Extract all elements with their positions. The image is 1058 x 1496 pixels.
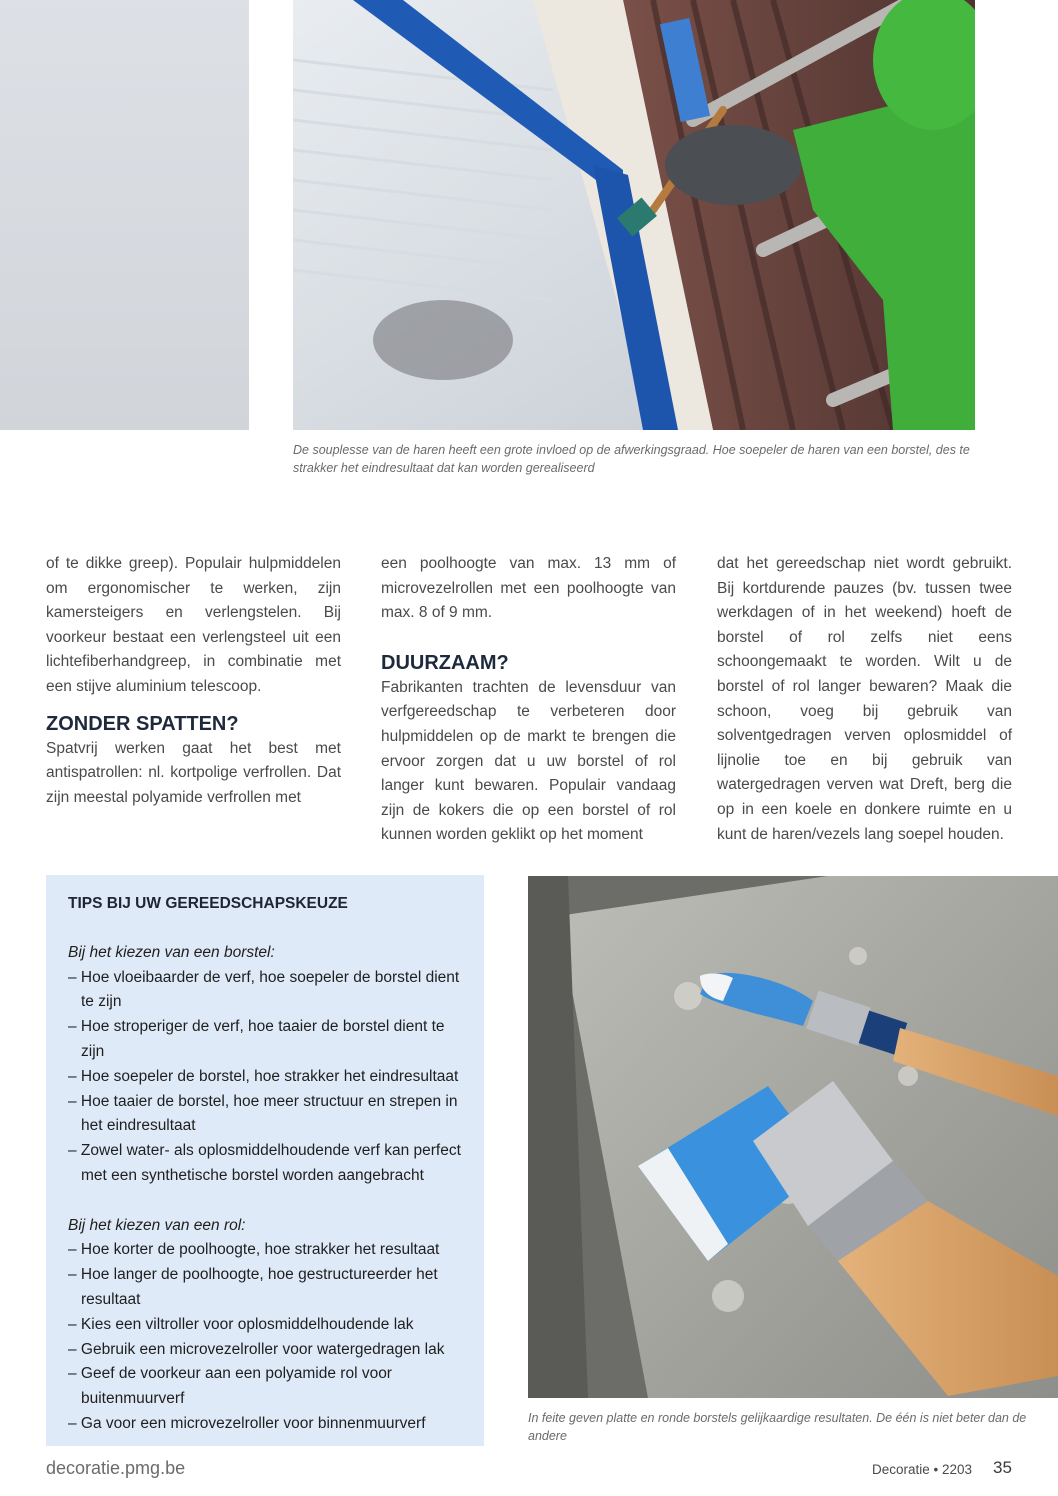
tips-box xyxy=(46,875,484,1446)
wall-image-panel xyxy=(0,0,249,430)
bottom-photo-caption: In feite geven platte en ronde borstels gelijkaardige resultaten. De één is niet beter dan de andere xyxy=(528,1411,1027,1443)
list-item: – Geef de voorkeur aan een polyamide rol voor buitenmuurverf xyxy=(68,1365,392,1408)
list-item: – Zowel water- als oplosmiddelhoudende verf kan perfect met een synthetische borstel worden aangebracht xyxy=(68,1142,461,1184)
list-item: – Ga voor een microvezelroller voor binnenmuurverf xyxy=(68,1414,426,1432)
paragraph: een poolhoogte van max. 13 mm of microvezelrollen met een poolhoogte van max. 8 of 9 mm. xyxy=(381,555,676,622)
article-column-2 xyxy=(381,552,676,848)
top-photo-caption: De souplesse van de haren heeft een grote invloed op de afwerkingsgraad. Hoe soepeler de haren van een borstel, des te strakker het eindresultaat dat kan worden gerealiseerd xyxy=(293,443,970,475)
brushes-photo xyxy=(528,876,1058,1398)
tips-content xyxy=(68,892,468,1437)
paragraph: of te dikke greep). Populair hulpmiddelen om ergonomischer te werken, zijn kamersteigers en verlengstelen. Bij voorkeur bestaat een verlengsteel uit een lichtefiberhandgreep, in combinatie met een stijve aluminium telescoop. xyxy=(46,555,341,695)
section-heading-duurzaam: DUURZAAM? xyxy=(381,651,509,674)
tips-rol-list xyxy=(68,1238,468,1436)
list-item: – Hoe korter de poolhoogte, hoe strakker het resultaat xyxy=(68,1241,440,1259)
window-painting-photo xyxy=(293,0,975,430)
window-painting-illustration xyxy=(293,0,975,430)
paragraph: Spatvrij werken gaat het best met antispatrollen: nl. kortpolige verfrollen. Dat zijn meestal polyamide verfrollen met xyxy=(46,739,341,806)
section-heading-spatten: ZONDER SPATTEN? xyxy=(46,712,239,735)
brushes-illustration xyxy=(528,876,1058,1398)
list-item: – Hoe vloeibaarder de verf, hoe soepeler de borstel dient te zijn xyxy=(68,968,460,1011)
list-item: – Kies een viltroller voor oplosmiddelhoudende lak xyxy=(68,1315,414,1333)
list-item: – Hoe taaier de borstel, hoe meer structuur en strepen in het eindresultaat xyxy=(68,1092,458,1135)
page-number: 35 xyxy=(993,1458,1012,1477)
article-column-3 xyxy=(717,552,1012,847)
tips-borstel-heading: Bij het kiezen van een borstel: xyxy=(68,943,275,961)
tips-title: TIPS BIJ UW GEREEDSCHAPSKEUZE xyxy=(68,895,348,912)
paragraph: Fabrikanten trachten de levensduur van verfgereedschap te verbeteren door hulpmiddelen op de markt te brengen die ervoor zorgen dat u uw borstel of rol langer kunt bewaren. Populair vandaag zijn de kokers die op een borstel of rol kunnen worden geklikt op het moment xyxy=(381,678,676,844)
footer-magazine-issue: Decoratie • 2203 xyxy=(872,1462,973,1477)
list-item: – Hoe langer de poolhoogte, hoe gestructureerder het resultaat xyxy=(68,1266,438,1308)
paragraph: dat het gereedschap niet wordt gebruikt. Bij kortdurende pauzes (bv. tussen twee werkdagen of in het weekend) hoeft de borstel of rol zelfs niet eens schoongemaakt te worden. Wilt u de borstel of rol langer bewaren? Maak die schoon, voeg bij gebruik van solventgedragen verven oplosmiddel of lijnolie toe en bij gebruik van watergedragen verven wat Dreft, berg die op in een koele en donkere ruimte en u kunt de haren/vezels lang soepel houden. xyxy=(717,555,1012,843)
article-column-1 xyxy=(46,552,341,810)
footer-website-link[interactable]: decoratie.pmg.be xyxy=(46,1458,186,1478)
list-item: – Hoe stroperiger de verf, hoe taaier de borstel dient te zijn xyxy=(68,1018,445,1060)
list-item: – Gebruik een microvezelroller voor watergedragen lak xyxy=(68,1340,445,1358)
list-item: – Hoe soepeler de borstel, hoe strakker het eindresultaat xyxy=(68,1067,459,1085)
tips-rol-heading: Bij het kiezen van een rol: xyxy=(68,1216,246,1234)
tips-borstel-list xyxy=(68,966,468,1189)
